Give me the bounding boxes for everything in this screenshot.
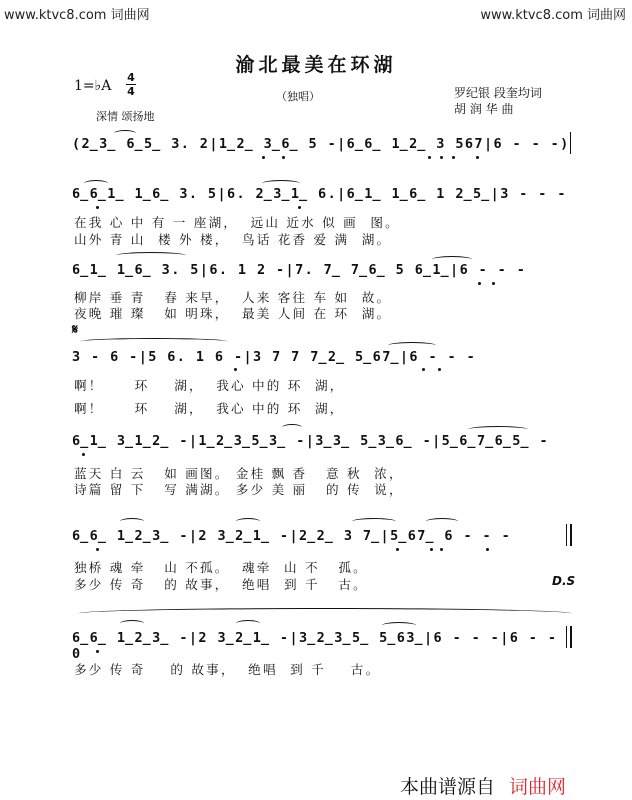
repeat-barline — [566, 524, 572, 546]
dal-segno-mark: D.S — [552, 574, 576, 588]
composer-credit: 胡 润 华 曲 — [454, 102, 514, 116]
score-row-verse-1: 6̲6̲1̲ 1̲6̲ 3. 5|6. 2̲3̲1̲ 6.|6̲1̲ 1̲6̲ 1 2̲5̲|3 - - - — [72, 186, 567, 202]
octave-dot — [396, 548, 399, 551]
octave-dot — [96, 206, 99, 209]
score-row-chorus: 3 - 6 -|5 6. 1 6 -|3 7 7 7̲2̲ 5̲67̲|6 - - - — [72, 349, 477, 365]
lyric-line: 柳岸 垂 青 春 来早， 人来 客往 车 如 故。 — [74, 290, 392, 305]
slur — [236, 518, 260, 525]
phrase-slur — [78, 608, 572, 619]
slur — [116, 252, 186, 259]
octave-dot — [298, 206, 301, 209]
header-left-watermark: www.ktvc8.com 词曲网 — [4, 8, 150, 23]
octave-dot — [486, 548, 489, 551]
performance-type: （独唱） — [276, 90, 320, 103]
octave-dot — [96, 650, 99, 653]
lyric-line: 多少 传 奇 的 故事， 绝唱 到 千 古。 — [74, 577, 368, 592]
lyric-line: 在我 心 中 有 一 座湖， 远山 近水 似 画 图。 — [74, 215, 400, 230]
slur — [388, 342, 436, 349]
score-row-ending: 6̲6̲ 1̲2̲3̲ -|2 3̲2̲1̲ -|2̲2̲ 3 7̲|5̲67̲ 6 - - - — [72, 528, 512, 544]
header-right-watermark: www.ktvc8.com 词曲网 — [480, 8, 626, 23]
octave-dot — [440, 156, 443, 159]
meter-top: 4 — [127, 71, 135, 84]
octave-dot — [262, 156, 265, 159]
footer-site-link[interactable]: 词曲网 — [509, 776, 567, 798]
slur — [262, 180, 300, 187]
barline — [570, 132, 571, 154]
lyric-line: 独桥 魂 牵 山 不孤。 魂牵 山 不 孤。 — [74, 560, 368, 575]
lyric-line: 啊！ 环 湖， 我心 中的 环 湖， — [74, 401, 345, 416]
octave-dot — [430, 548, 433, 551]
score-row-bridge: 6̲1̲ 3̲1̲2̲ -|1̲2̲3̲5̲3̲ -|3̲3̲ 5̲3̲6̲ -|5̲6̲7̲6̲5̲ - — [72, 433, 549, 449]
slur — [120, 620, 144, 627]
slur — [426, 518, 458, 525]
octave-dot — [492, 282, 495, 285]
footer-source — [400, 772, 566, 799]
final-barline — [566, 626, 572, 648]
slur — [468, 426, 528, 433]
slur — [120, 518, 144, 525]
octave-dot — [234, 368, 237, 371]
footer-source-text: 本曲谱源自 — [400, 776, 496, 798]
lyric-line: 蓝天 白 云 如 画图。 金桂 飘 香 意 秋 浓， — [74, 466, 404, 481]
octave-dot — [422, 368, 425, 371]
octave-dot — [282, 156, 285, 159]
expression-marking: 深情 颂扬地 — [96, 110, 155, 123]
lyric-line: 诗篇 留 下 写 满湖。 多少 美 丽 的 传 说， — [74, 482, 404, 497]
octave-dot — [428, 156, 431, 159]
slur — [84, 180, 108, 187]
segno-sign: 𝄋 — [72, 322, 79, 338]
slur — [382, 622, 416, 629]
slur — [236, 620, 260, 627]
octave-dot — [452, 156, 455, 159]
key-signature: 1=♭A — [74, 78, 112, 94]
score-row-verse-2: 6̲1̲ 1̲6̲ 3. 5|6. 1 2 -|7. 7̲ 7̲6̲ 5 6̲1̲|6 - - - — [72, 262, 527, 278]
meter-bottom: 4 — [127, 85, 135, 98]
octave-dot — [478, 282, 481, 285]
lyricist-credit: 罗纪银 段奎均词 — [454, 86, 542, 100]
score-row-coda: 6̲6̲ 1̲2̲3̲ -|2 3̲2̲1̲ -|3̲2̲3̲5̲ 5̲63̲|6 - - -|6 - - 0 — [72, 630, 558, 662]
lyric-line: 夜晚 璀 璨 如 明珠， 最美 人间 在 环 湖。 — [74, 306, 392, 321]
octave-dot — [440, 548, 443, 551]
slur — [282, 424, 302, 431]
time-signature — [126, 72, 136, 97]
octave-dot — [438, 368, 441, 371]
lyric-line: 山外 青 山 楼 外 楼， 鸟话 花香 爱 满 湖。 — [74, 232, 392, 247]
score-row-intro: (2̲3̲ 6̲5̲ 3. 2|1̲2̲ 3̲6̲ 5 -|6̲6̲ 1̲2̲ 3 567|6 - - -) — [72, 136, 570, 152]
slur — [432, 256, 472, 263]
slur — [80, 338, 228, 345]
slur — [114, 130, 136, 137]
slur — [352, 518, 396, 525]
lyric-line: 啊！ 环 湖， 我心 中的 环 湖， — [74, 378, 345, 393]
lyric-line: 多少 传 奇 的 故事， 绝唱 到 千 古。 — [74, 662, 381, 677]
octave-dot — [96, 548, 99, 551]
song-title: 渝北最美在环湖 — [235, 54, 397, 76]
octave-dot — [82, 453, 85, 456]
octave-dot — [476, 156, 479, 159]
